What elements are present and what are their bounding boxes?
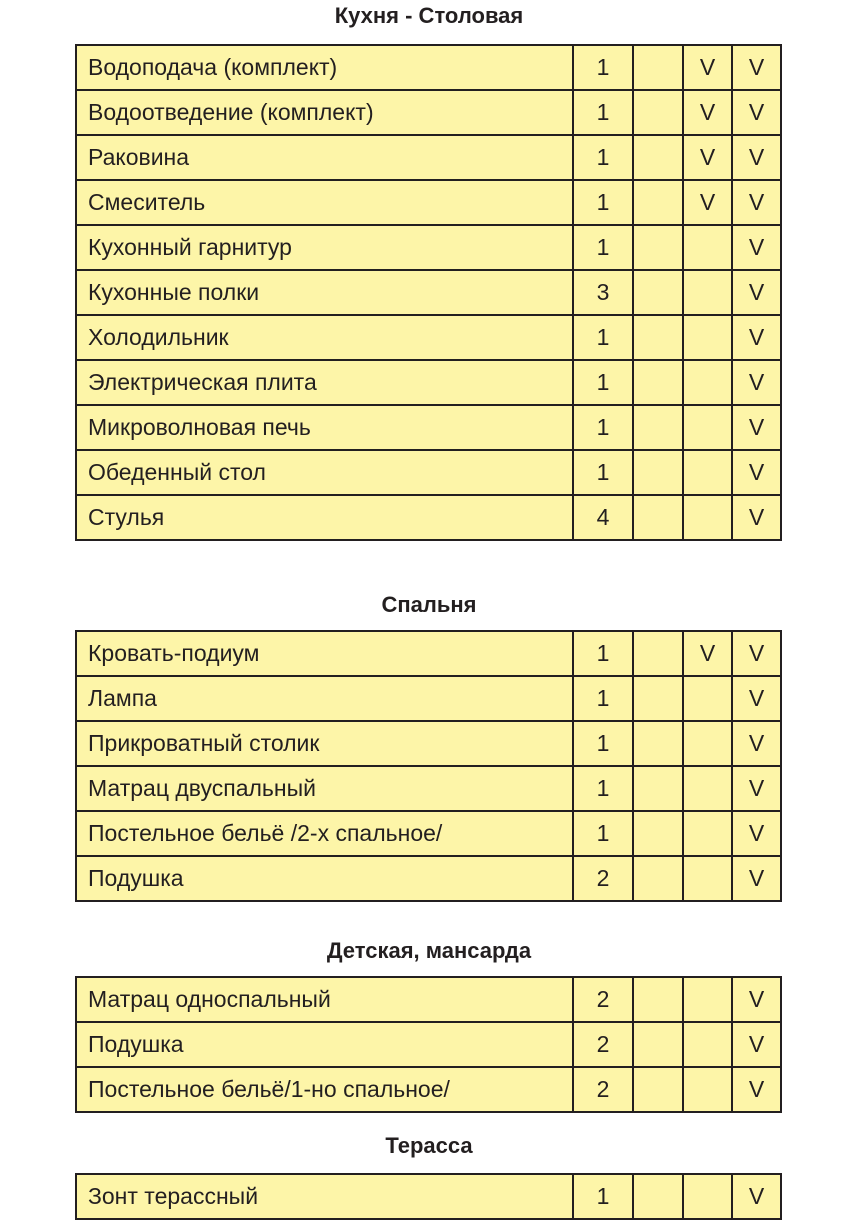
item-name-cell: Матрац двуспальный: [76, 766, 573, 811]
table-row: [76, 450, 781, 495]
check-mark-cell-1: [633, 631, 683, 676]
check-mark-cell-2: [683, 495, 732, 540]
check-mark-cell-1: [633, 676, 683, 721]
check-mark-cell-1: [633, 977, 683, 1022]
table-row: [76, 1174, 781, 1219]
table-row: [76, 811, 781, 856]
item-quantity-cell: 2: [573, 856, 633, 901]
item-name-cell: Стулья: [76, 495, 573, 540]
check-mark-cell-1: [633, 405, 683, 450]
item-quantity-cell: 1: [573, 225, 633, 270]
check-mark-cell-3: V: [732, 721, 781, 766]
check-mark-cell-3: V: [732, 856, 781, 901]
item-name-cell: Прикроватный столик: [76, 721, 573, 766]
check-mark-cell-2: [683, 766, 732, 811]
check-mark-cell-1: [633, 315, 683, 360]
check-mark-cell-1: [633, 360, 683, 405]
check-mark-cell-3: V: [732, 811, 781, 856]
check-mark-cell-3: V: [732, 135, 781, 180]
check-mark-cell-1: [633, 450, 683, 495]
table-row: [76, 721, 781, 766]
check-mark-cell-2: V: [683, 180, 732, 225]
check-mark-cell-2: [683, 856, 732, 901]
check-mark-cell-3: V: [732, 180, 781, 225]
check-mark-cell-2: [683, 1022, 732, 1067]
check-mark-cell-3: V: [732, 450, 781, 495]
check-mark-cell-2: V: [683, 90, 732, 135]
terrace-table-body: [76, 1174, 781, 1219]
check-mark-cell-2: [683, 270, 732, 315]
kitchen-table-body: [76, 45, 781, 540]
item-quantity-cell: 3: [573, 270, 633, 315]
item-quantity-cell: 2: [573, 1022, 633, 1067]
check-mark-cell-3: V: [732, 45, 781, 90]
item-quantity-cell: 1: [573, 45, 633, 90]
check-mark-cell-3: V: [732, 977, 781, 1022]
item-quantity-cell: 1: [573, 180, 633, 225]
item-quantity-cell: 2: [573, 977, 633, 1022]
check-mark-cell-2: [683, 1067, 732, 1112]
table-row: [76, 315, 781, 360]
check-mark-cell-1: [633, 495, 683, 540]
check-mark-cell-2: [683, 811, 732, 856]
item-quantity-cell: 1: [573, 135, 633, 180]
item-name-cell: Матрац односпальный: [76, 977, 573, 1022]
check-mark-cell-3: V: [732, 766, 781, 811]
item-quantity-cell: 2: [573, 1067, 633, 1112]
item-quantity-cell: 1: [573, 766, 633, 811]
check-mark-cell-2: [683, 450, 732, 495]
check-mark-cell-3: V: [732, 1022, 781, 1067]
item-name-cell: Холодильник: [76, 315, 573, 360]
table-row: [76, 360, 781, 405]
table-row: [76, 977, 781, 1022]
item-quantity-cell: 4: [573, 495, 633, 540]
check-mark-cell-2: [683, 360, 732, 405]
check-mark-cell-3: V: [732, 360, 781, 405]
item-quantity-cell: 1: [573, 676, 633, 721]
check-mark-cell-3: V: [732, 315, 781, 360]
section-title-kitchen: Кухня - Столовая: [334, 3, 524, 28]
check-mark-cell-3: V: [732, 1174, 781, 1219]
item-quantity-cell: 1: [573, 811, 633, 856]
nursery-table: [75, 976, 782, 1113]
item-name-cell: Водоотведение (комплект): [76, 90, 573, 135]
item-quantity-cell: 1: [573, 405, 633, 450]
item-quantity-cell: 1: [573, 360, 633, 405]
check-mark-cell-3: V: [732, 405, 781, 450]
table-row: [76, 631, 781, 676]
table-row: [76, 495, 781, 540]
item-name-cell: Постельное бельё/1-но спальное/: [76, 1067, 573, 1112]
item-name-cell: Лампа: [76, 676, 573, 721]
item-name-cell: Подушка: [76, 1022, 573, 1067]
check-mark-cell-1: [633, 811, 683, 856]
check-mark-cell-2: [683, 1174, 732, 1219]
section-title-nursery: Детская, мансарда: [326, 938, 532, 963]
check-mark-cell-2: V: [683, 631, 732, 676]
bedroom-table: [75, 630, 782, 902]
table-row: [76, 135, 781, 180]
item-name-cell: Кровать-подиум: [76, 631, 573, 676]
check-mark-cell-1: [633, 721, 683, 766]
check-mark-cell-1: [633, 45, 683, 90]
table-row: [76, 405, 781, 450]
check-mark-cell-1: [633, 766, 683, 811]
section-title-terrace: Терасса: [385, 1133, 473, 1158]
check-mark-cell-3: V: [732, 1067, 781, 1112]
check-mark-cell-2: [683, 315, 732, 360]
table-row: [76, 90, 781, 135]
check-mark-cell-3: V: [732, 495, 781, 540]
item-name-cell: Раковина: [76, 135, 573, 180]
check-mark-cell-2: V: [683, 45, 732, 90]
item-name-cell: Кухонные полки: [76, 270, 573, 315]
item-quantity-cell: 1: [573, 315, 633, 360]
item-name-cell: Смеситель: [76, 180, 573, 225]
item-name-cell: Водоподача (комплект): [76, 45, 573, 90]
table-row: [76, 1067, 781, 1112]
terrace-table: [75, 1173, 782, 1220]
item-quantity-cell: 1: [573, 90, 633, 135]
kitchen-table: [75, 44, 782, 541]
check-mark-cell-3: V: [732, 631, 781, 676]
check-mark-cell-1: [633, 90, 683, 135]
table-row: [76, 45, 781, 90]
check-mark-cell-3: V: [732, 676, 781, 721]
item-name-cell: Подушка: [76, 856, 573, 901]
table-row: [76, 766, 781, 811]
check-mark-cell-1: [633, 856, 683, 901]
item-name-cell: Электрическая плита: [76, 360, 573, 405]
bedroom-table-body: [76, 631, 781, 901]
item-name-cell: Кухонный гарнитур: [76, 225, 573, 270]
check-mark-cell-1: [633, 270, 683, 315]
check-mark-cell-3: V: [732, 90, 781, 135]
check-mark-cell-2: [683, 225, 732, 270]
check-mark-cell-1: [633, 225, 683, 270]
table-row: [76, 180, 781, 225]
nursery-table-body: [76, 977, 781, 1112]
item-name-cell: Обеденный стол: [76, 450, 573, 495]
check-mark-cell-1: [633, 135, 683, 180]
table-row: [76, 856, 781, 901]
item-quantity-cell: 1: [573, 450, 633, 495]
check-mark-cell-2: [683, 721, 732, 766]
check-mark-cell-1: [633, 180, 683, 225]
table-row: [76, 1022, 781, 1067]
item-quantity-cell: 1: [573, 1174, 633, 1219]
check-mark-cell-2: [683, 977, 732, 1022]
section-title-bedroom: Спальня: [381, 592, 477, 617]
check-mark-cell-3: V: [732, 225, 781, 270]
item-name-cell: Микроволновая печь: [76, 405, 573, 450]
check-mark-cell-2: [683, 676, 732, 721]
check-mark-cell-2: V: [683, 135, 732, 180]
table-row: [76, 676, 781, 721]
check-mark-cell-3: V: [732, 270, 781, 315]
table-row: [76, 225, 781, 270]
item-quantity-cell: 1: [573, 631, 633, 676]
check-mark-cell-2: [683, 405, 732, 450]
item-name-cell: Зонт терассный: [76, 1174, 573, 1219]
table-row: [76, 270, 781, 315]
item-name-cell: Постельное бельё /2-х спальное/: [76, 811, 573, 856]
item-quantity-cell: 1: [573, 721, 633, 766]
check-mark-cell-1: [633, 1022, 683, 1067]
check-mark-cell-1: [633, 1067, 683, 1112]
check-mark-cell-1: [633, 1174, 683, 1219]
